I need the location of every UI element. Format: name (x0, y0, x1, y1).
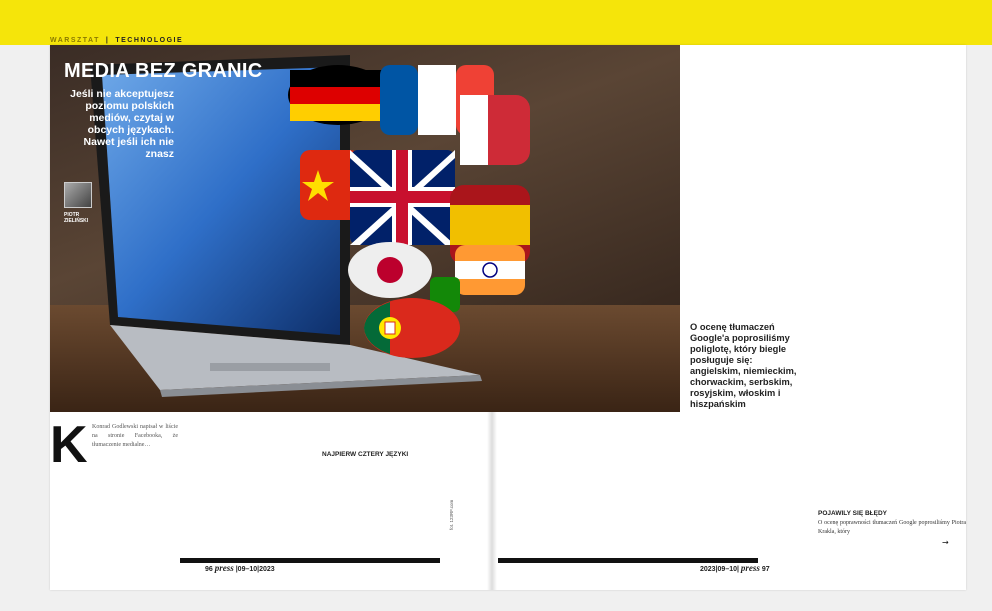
text-column-2 (188, 423, 316, 553)
photo-credit: fot. 123RF.com (449, 499, 454, 530)
issue-left: |09–10|2023 (235, 566, 275, 573)
pull-quote: O ocenę tłumaczeń Google'a poprosiliśmy poliglotę, który biegle posługuje się: angielskim, niemieckim, chorwackim, serbskim, rosyjskim, włoskim i hiszpańskim (690, 322, 797, 409)
text-column-7 (818, 50, 966, 550)
issue-right: 2023|09–10| (700, 566, 739, 573)
subsection-name: TECHNOLOGIE (115, 37, 184, 44)
section-label (50, 37, 183, 44)
text-column-3 (322, 423, 442, 553)
arrow-right-icon: → (942, 538, 949, 547)
subhead-najpierw: NAJPIERW CZTERY JĘZYKI (322, 451, 409, 458)
brand-right: press (740, 563, 760, 573)
page-number-right: 97 (761, 566, 770, 573)
text-column-4 (498, 423, 626, 553)
text-column-1-lower (50, 466, 178, 556)
author-name: PIOTR ZIELIŃSKI (64, 212, 89, 224)
author-photo (64, 182, 92, 208)
last-line: O ocenę poprawności tłumaczeń Google poprosiliśmy Piotra Krakla, który (818, 519, 966, 535)
text-column-5 (632, 423, 782, 553)
article-title: MEDIA BEZ GRANIC (64, 60, 263, 82)
text-column-1: Konrad Godlewski napisał w liście na stronie Facebooka, że tłumaczenie medialne… (92, 424, 178, 448)
drop-cap: K (50, 416, 88, 474)
footer-left (205, 563, 275, 573)
text-column-6 (690, 50, 802, 315)
subhead-bledy: POJAWILY SIĘ BŁĘDY (818, 510, 887, 517)
page-number-left: 96 (205, 566, 213, 573)
footer-right (700, 563, 770, 573)
section-separator: | (105, 37, 110, 44)
article-lead: Jeśli nie akceptujesz poziomu polskich mediów, czytaj w obcych językach. Nawet jeśli ich nie znasz (70, 88, 174, 160)
section-name: WARSZTAT (50, 37, 100, 44)
brand-left: press (214, 563, 234, 573)
